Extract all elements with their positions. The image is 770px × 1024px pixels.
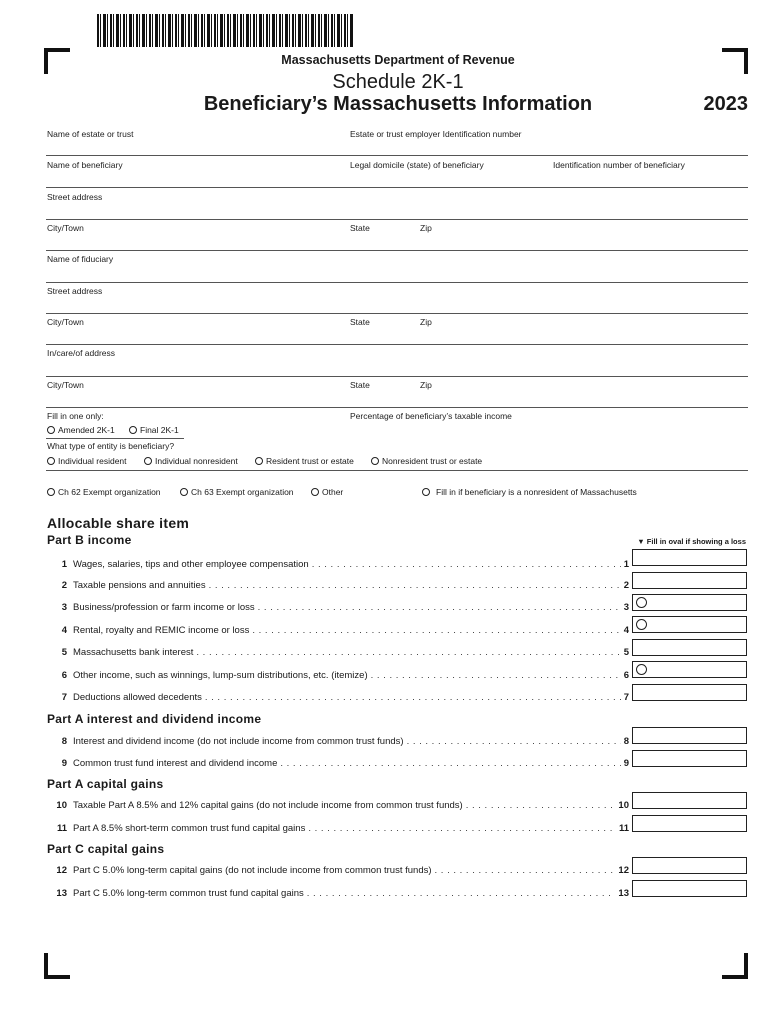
final-option[interactable]: Final 2K-1 (129, 425, 179, 435)
line-9: 9 Common trust fund interest and dividend income . . . 9 (47, 756, 629, 770)
entity-question: What type of entity is beneficiary? (47, 441, 175, 451)
street-address-label: Street address (47, 192, 103, 202)
line-6: 6 Other income, such as winnings, lump-sum distributions, etc. (itemize) . . . 6 (47, 668, 629, 682)
fiduciary-zip-label: Zip (420, 317, 432, 327)
oval-icon (47, 457, 55, 465)
nonresident-trust-option[interactable]: Nonresident trust or estate (371, 456, 482, 466)
line-10-input[interactable] (632, 792, 747, 809)
line-3-input[interactable] (632, 594, 747, 611)
line-10: 10 Taxable Part A 8.5% and 12% capital gains (do not include income from common trust funds) . . . 10 (47, 798, 629, 812)
line-11-input[interactable] (632, 815, 747, 832)
allocable-heading: Allocable share item (47, 515, 190, 531)
line-9-input[interactable] (632, 750, 747, 767)
fiduciary-street-field[interactable] (46, 313, 748, 314)
incare-address-field[interactable] (46, 376, 748, 377)
fiduciary-state-label: State (350, 317, 370, 327)
part-c-capital-heading: Part C capital gains (47, 842, 165, 856)
loss-oval-icon[interactable] (636, 597, 647, 608)
incare-address-label: In/care/of address (47, 348, 116, 358)
line-7: 7 Deductions allowed decedents . . . 7 (47, 690, 629, 704)
estate-name-field[interactable] (46, 155, 748, 156)
line-4: 4 Rental, royalty and REMIC income or loss . . . 4 (47, 623, 629, 637)
ein-label: Estate or trust employer Identification number (350, 129, 522, 139)
line-1-input[interactable] (632, 549, 747, 566)
other-option[interactable]: Other (311, 487, 343, 497)
barcode (97, 14, 353, 47)
beneficiary-name-label: Name of beneficiary (47, 160, 123, 170)
amended-option[interactable]: Amended 2K-1 (47, 425, 115, 435)
corner-mark-bottom-right (722, 953, 748, 979)
ch62-option[interactable]: Ch 62 Exempt organization (47, 487, 161, 497)
oval-icon (422, 488, 430, 496)
part-a-capital-heading: Part A capital gains (47, 777, 164, 791)
fiduciary-name-field[interactable] (46, 282, 748, 283)
state-label: State (350, 223, 370, 233)
street-address-field[interactable] (46, 219, 748, 220)
fiduciary-city-label: City/Town (47, 317, 84, 327)
oval-icon (47, 426, 55, 434)
fiduciary-name-label: Name of fiduciary (47, 254, 114, 264)
oval-icon (371, 457, 379, 465)
pct-income-label: Percentage of beneficiary’s taxable income (350, 411, 512, 421)
oval-icon (311, 488, 319, 496)
incare-city-label: City/Town (47, 380, 84, 390)
tax-year: 2023 (703, 93, 748, 115)
line-4-input[interactable] (632, 616, 747, 633)
line-2-input[interactable] (632, 572, 747, 589)
department-name: Massachusetts Department of Revenue (281, 53, 515, 67)
fiduciary-city-field[interactable] (46, 344, 748, 345)
estate-name-label: Name of estate or trust (47, 129, 134, 139)
line-12-input[interactable] (632, 857, 747, 874)
line-1: 1 Wages, salaries, tips and other employee compensation . . . 1 (47, 557, 629, 571)
city-field[interactable] (46, 250, 748, 251)
oval-icon (255, 457, 263, 465)
incare-zip-label: Zip (420, 380, 432, 390)
part-a-interest-heading: Part A interest and dividend income (47, 712, 262, 726)
line-13: 13 Part C 5.0% long-term common trust fund capital gains . . . 13 (47, 886, 629, 900)
line-11: 11 Part A 8.5% short-term common trust fund capital gains . . . 11 (47, 821, 629, 835)
line-8: 8 Interest and dividend income (do not include income from common trust funds) . . . 8 (47, 734, 629, 748)
line-6-input[interactable] (632, 661, 747, 678)
oval-icon (144, 457, 152, 465)
oval-icon (180, 488, 188, 496)
nonresident-ma-option[interactable]: Fill in if beneficiary is a nonresident of Massachusetts (422, 487, 637, 497)
line-2: 2 Taxable pensions and annuities . . . 2 (47, 578, 629, 592)
line-7-input[interactable] (632, 684, 747, 701)
legal-domicile-label: Legal domicile (state) of beneficiary (350, 160, 484, 170)
city-label: City/Town (47, 223, 84, 233)
ch63-option[interactable]: Ch 63 Exempt organization (180, 487, 294, 497)
entity-divider (46, 470, 748, 471)
incare-city-field[interactable] (46, 407, 748, 408)
incare-state-label: State (350, 380, 370, 390)
individual-resident-option[interactable]: Individual resident (47, 456, 127, 466)
individual-nonresident-option[interactable]: Individual nonresident (144, 456, 238, 466)
line-5: 5 Massachusetts bank interest . . . 5 (47, 645, 629, 659)
oval-icon (129, 426, 137, 434)
fill-one-label: Fill in one only: (47, 411, 104, 421)
fill-one-divider (46, 438, 184, 439)
loss-oval-icon[interactable] (636, 664, 647, 675)
part-b-heading: Part B income (47, 533, 132, 547)
loss-note: ▼ Fill in oval if showing a loss (637, 537, 746, 546)
line-8-input[interactable] (632, 727, 747, 744)
fiduciary-street-label: Street address (47, 286, 103, 296)
beneficiary-name-field[interactable] (46, 187, 748, 188)
line-13-input[interactable] (632, 880, 747, 897)
oval-icon (47, 488, 55, 496)
corner-mark-bottom-left (44, 953, 70, 979)
schedule-name: Schedule 2K-1 (332, 71, 464, 93)
line-5-input[interactable] (632, 639, 747, 656)
form-title: Beneficiary’s Massachusetts Information (203, 93, 593, 115)
line-12: 12 Part C 5.0% long-term capital gains (do not include income from common trust funds) . . . 12 (47, 863, 629, 877)
beneficiary-id-label: Identification number of beneficiary (553, 160, 685, 170)
loss-oval-icon[interactable] (636, 619, 647, 630)
zip-label: Zip (420, 223, 432, 233)
resident-trust-option[interactable]: Resident trust or estate (255, 456, 354, 466)
line-3: 3 Business/profession or farm income or loss . . . 3 (47, 600, 629, 614)
